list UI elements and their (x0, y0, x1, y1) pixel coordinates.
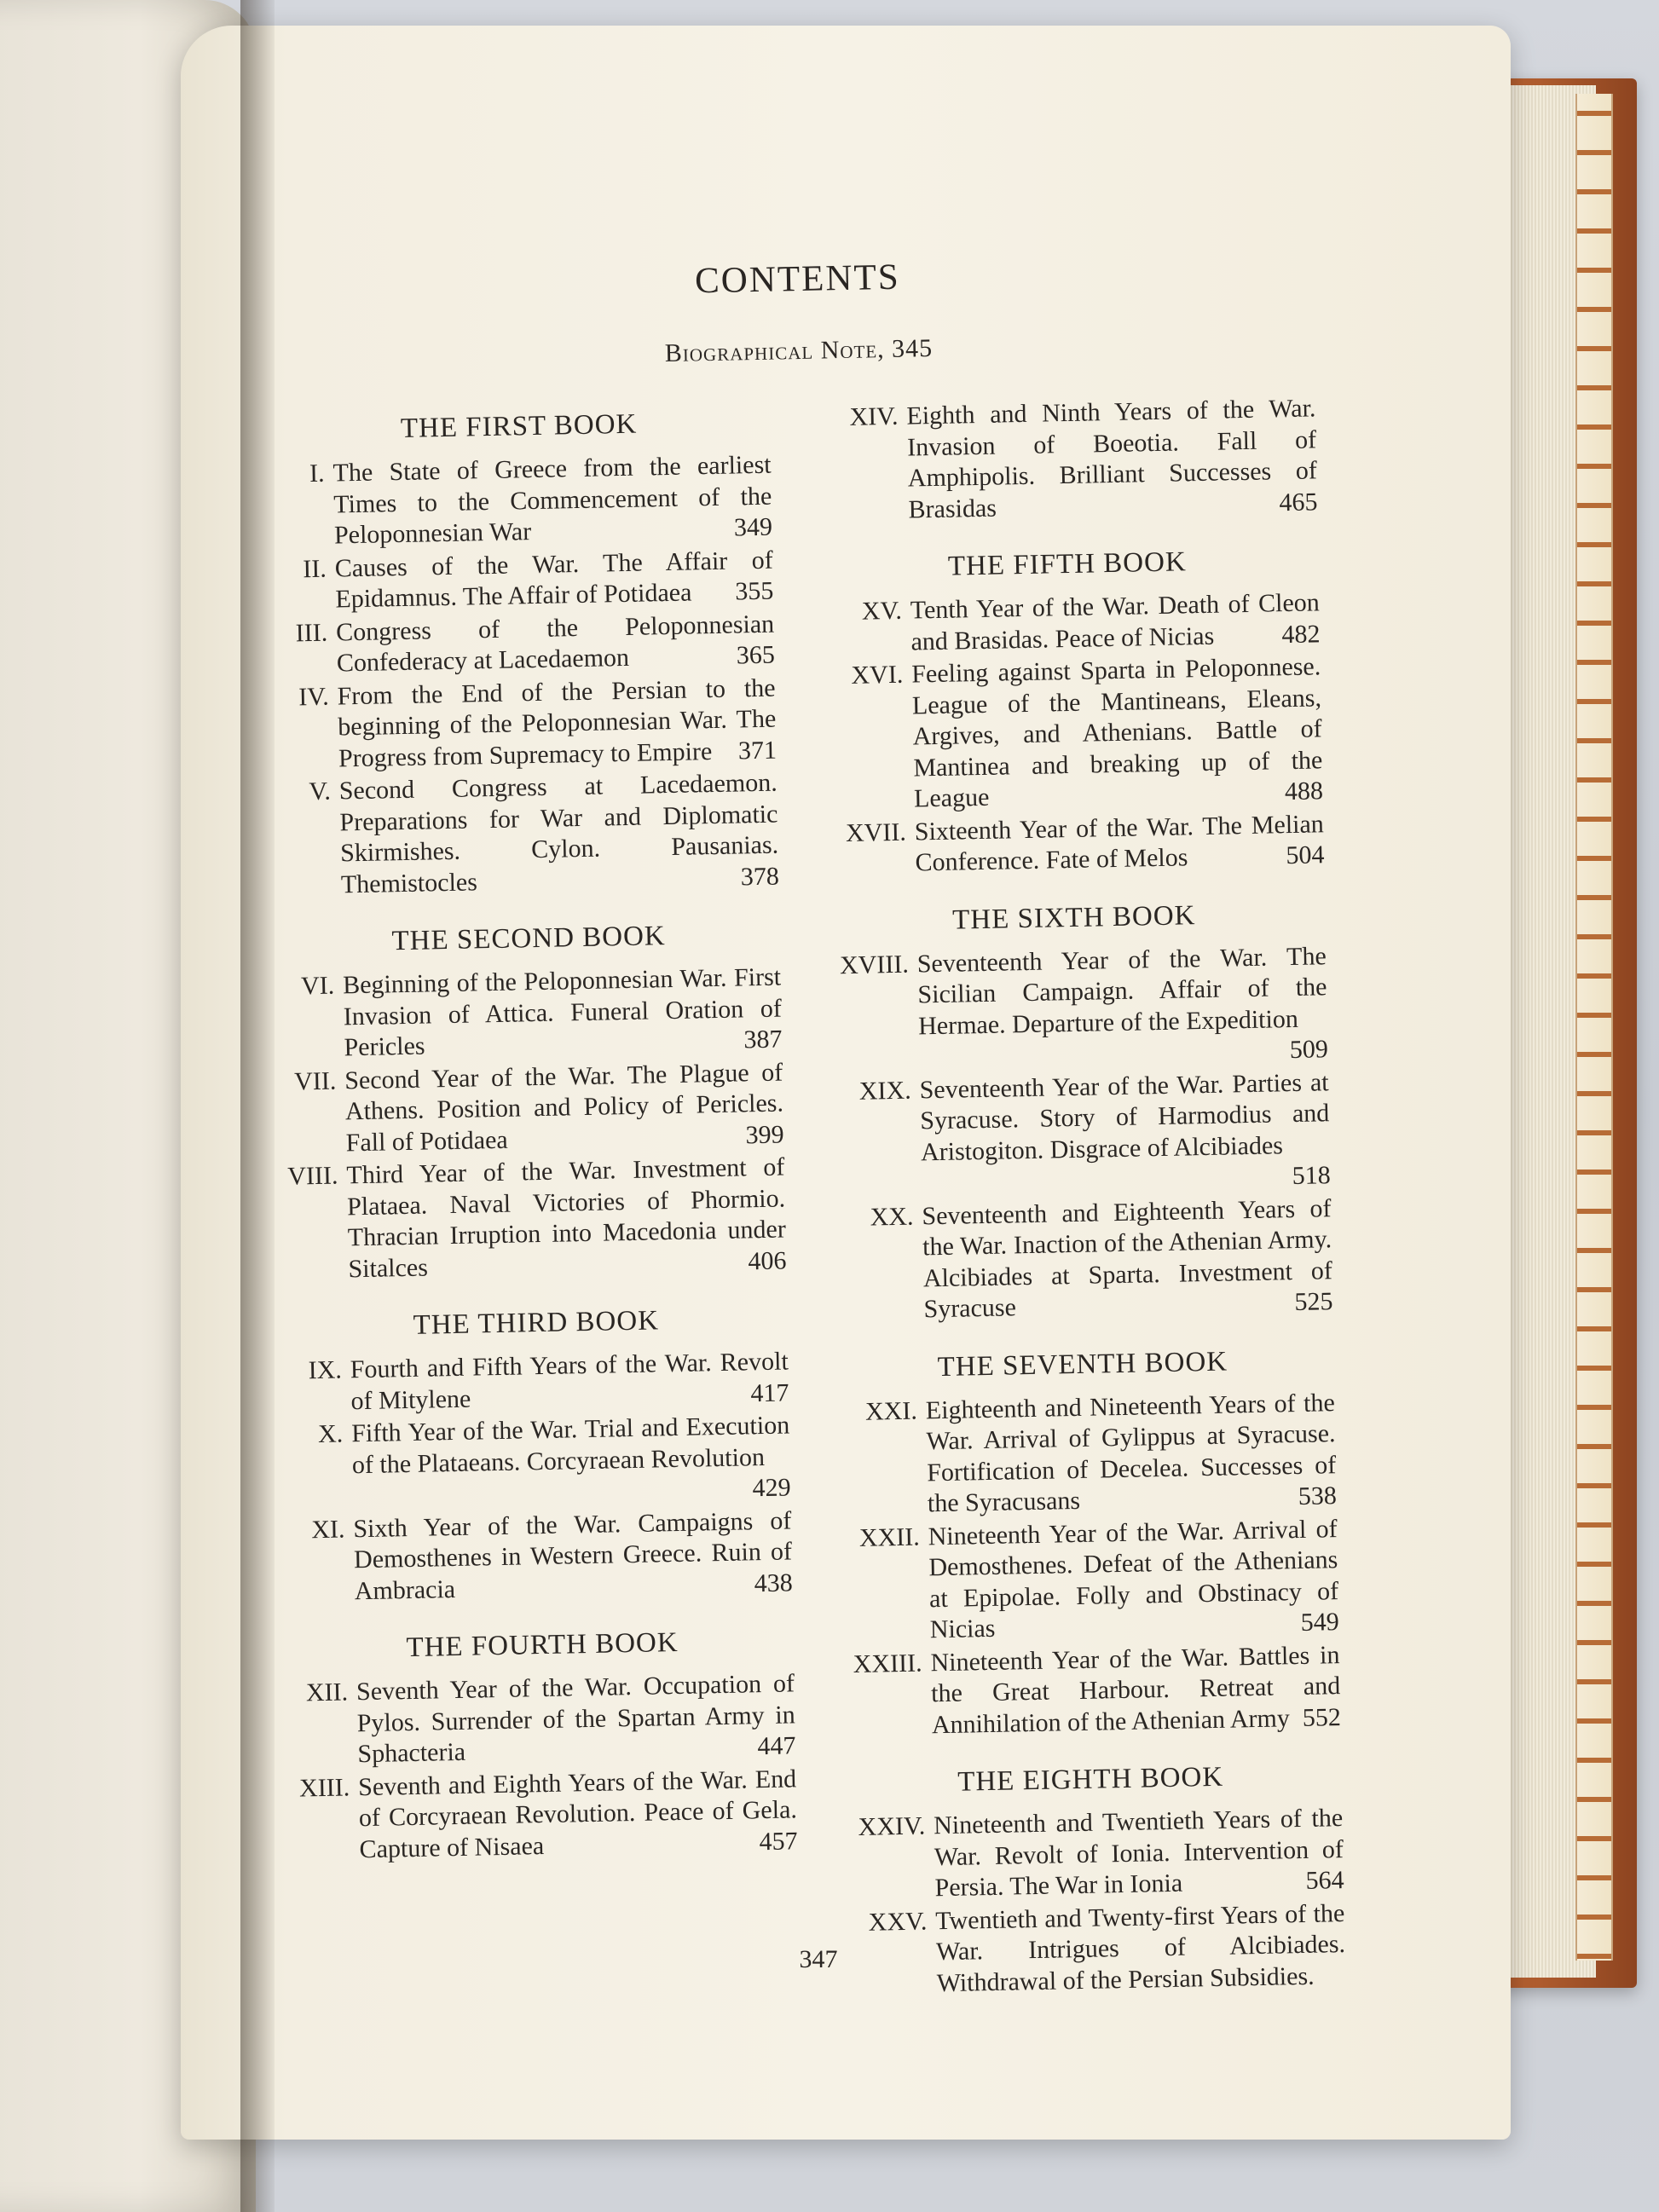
book-section (277, 916, 787, 1286)
book-heading: THE SEVENTH BOOK (937, 1346, 1228, 1383)
chapter-entry (278, 962, 783, 1066)
chapter-entry (271, 609, 775, 680)
chapter-number: V. (309, 777, 332, 806)
chapter-page: 406 (748, 1245, 787, 1275)
chapter-entry (272, 673, 777, 776)
chapter-page: 525 (1294, 1287, 1333, 1317)
chapter-page: 387 (743, 1025, 783, 1054)
chapter-title-text: From the End of the Persian to the beginning of the Peloponnesian War. The Progress from Supremacy to Empire (337, 673, 777, 772)
chapter-title (910, 587, 1321, 657)
chapter-entry (274, 768, 779, 902)
chapter-page: 482 (1281, 619, 1321, 649)
chapter-title (332, 450, 772, 552)
chapter-title (338, 768, 779, 901)
chapter-entry (825, 1067, 1331, 1201)
chapter-entry (286, 1410, 791, 1513)
chapter-entry (293, 1764, 798, 1867)
chapter-number: XXIV. (858, 1811, 926, 1841)
chapter-title-text: The State of Greece from the earliest Times to the Commencement of the Peloponnesian War (332, 450, 772, 550)
chapter-number: XV. (861, 596, 903, 626)
chapter-entry (818, 651, 1323, 817)
chapter-title-text: Feeling against Sparta in Peloponnese. League of the Mantineans, Eleans, Argives, and Athenians. Battle of Mantinea and breaking up of the League (910, 652, 1323, 813)
chapter-title (344, 1057, 784, 1158)
chapter-number: XVIII. (839, 950, 910, 979)
chapter-title-text: Eighth and Ninth Years of the War. Invasion of Boeotia. Fall of Amphipolis. Brilliant Successes of Brasidas (906, 394, 1318, 524)
chapter-title (350, 1346, 789, 1417)
contents-page (264, 247, 1405, 1997)
chapter-title (926, 1388, 1338, 1520)
chapter-entry (288, 1505, 793, 1608)
chapter-title (906, 393, 1318, 525)
chapter-entry (821, 809, 1325, 881)
chapter-number: XII. (305, 1678, 349, 1707)
headband (1575, 94, 1613, 1961)
book-heading: THE SECOND BOOK (391, 921, 667, 957)
chapter-number: I. (309, 459, 325, 488)
chapter-title-text: Causes of the War. The Affair of Epidamnus. The Affair of Potidaea (334, 546, 773, 614)
chapter-page: 447 (757, 1731, 796, 1761)
book-heading: THE FOURTH BOOK (406, 1626, 679, 1664)
chapter-number: XVI. (851, 660, 904, 690)
chapter-page: 371 (737, 736, 777, 765)
chapter-entry (269, 545, 773, 616)
chapter-title (934, 1803, 1344, 1904)
page-number: 347 (799, 1945, 838, 1973)
chapter-title-text: Nineteenth and Twentieth Years of the War. Revolt of Ionia. Intervention of Persia. The War in Ionia (933, 1804, 1344, 1903)
chapter-title-text: Seventh and Eighth Years of the War. End of Corcyraean Revolution. Peace of Gela. Capture of Nisaea (357, 1764, 798, 1863)
chapter-title (930, 1640, 1341, 1741)
chapter-title (911, 651, 1323, 815)
chapter-title (356, 1668, 796, 1770)
book-section (831, 1342, 1342, 1743)
chapter-page: 457 (759, 1826, 798, 1856)
chapter-number: VII. (293, 1066, 337, 1095)
chapter-entry (832, 1388, 1338, 1522)
chapter-title (343, 962, 783, 1064)
chapter-page: 518 (1292, 1161, 1331, 1191)
chapter-entry (836, 1640, 1341, 1743)
chapter-page: 429 (752, 1473, 791, 1503)
chapter-number: VI. (300, 971, 335, 1001)
chapter-entry (281, 1152, 787, 1285)
chapter-title-text: Fifth Year of the War. Trial and Execution of the Plataeans. Corcyraean Revolution (350, 1411, 790, 1479)
book-section (284, 1300, 793, 1608)
chapter-title-text: Congress of the Peloponnesian Confederacy at Lacedaemon (335, 609, 775, 678)
chapter-entry (268, 450, 772, 553)
chapter-entry (823, 941, 1328, 1075)
book-section (291, 1622, 798, 1866)
book-section (812, 393, 1318, 527)
chapter-title-text: Beginning of the Peloponnesian War. First Invasion of Attica. Funeral Oration of Pericles (342, 962, 783, 1062)
chapter-page: 488 (1284, 777, 1324, 806)
chapter-title (928, 1514, 1339, 1646)
book-section (839, 1757, 1346, 2001)
chapter-title (336, 609, 775, 679)
book-section (267, 404, 779, 902)
book-heading: THE FIFTH BOOK (947, 546, 1188, 582)
chapter-number: II. (302, 554, 327, 583)
chapter-number: IV. (298, 682, 329, 711)
chapter-title-text: Seventh Year of the War. Occupation of Pylos. Surrender of the Spartan Army in Sphacteria (356, 1669, 795, 1769)
chapter-page: 504 (1286, 840, 1325, 870)
chapter-title-text: Nineteenth Year of the War. Arrival of Demosthenes. Defeat of the Athenians at Epipolae. Folly and Obstinacy of Nicias (928, 1514, 1339, 1644)
left-column (267, 404, 798, 1891)
chapter-title-text: Seventeenth Year of the War. The Sicilian Campaign. Affair of the Hermae. Departure of the Expedition (916, 941, 1327, 1040)
book-heading: THE SIXTH BOOK (951, 899, 1196, 936)
chapter-title-text: Third Year of the War. Investment of Plataea. Naval Victories of Phormio. Thracian Irruption into Macedonia under Sitalces (346, 1152, 787, 1283)
chapter-title-text: Sixth Year of the War. Campaigns of Demosthenes in Western Greece. Ruin of Ambracia (353, 1505, 793, 1605)
chapter-title-text: Fourth and Fifth Years of the War. Revolt of Mitylene (350, 1347, 789, 1415)
chapter-page: 538 (1298, 1481, 1338, 1510)
book-heading: THE EIGHTH BOOK (957, 1761, 1224, 1798)
chapter-number: XX. (870, 1202, 914, 1232)
chapter-number: XXV. (868, 1906, 928, 1937)
chapter-number: X. (317, 1419, 344, 1449)
chapter-title (351, 1410, 791, 1511)
chapter-entry (812, 393, 1318, 527)
chapter-page: 549 (1300, 1608, 1340, 1637)
book-section (815, 541, 1324, 881)
chapter-number: XI. (310, 1514, 345, 1544)
chapter-page: 349 (733, 512, 773, 542)
chapter-page: 552 (1302, 1702, 1342, 1732)
chapter-title-text: Second Congress at Lacedaemon. Preparations for War and Diplomatic Skirmishes. Cylon. Pausanias. Themistocles (338, 768, 779, 898)
chapter-page: 365 (736, 640, 776, 670)
chapter-number: XVII. (845, 817, 907, 847)
chapter-title (935, 1898, 1346, 2000)
chapter-entry (841, 1898, 1346, 2001)
chapter-page: 438 (754, 1568, 794, 1597)
chapter-number: XXI. (864, 1396, 918, 1426)
chapter-title-text: Tenth Year of the War. Death of Cleon and Brasidas. Peace of Nicias (910, 588, 1321, 656)
chapter-title-text: Nineteenth Year of the War. Battles in the Great Harbour. Retreat and Annihilation of the Athenian Army (930, 1640, 1341, 1739)
chapter-title (914, 809, 1324, 879)
book-heading: THE FIRST BOOK (400, 408, 638, 444)
chapter-page: 378 (740, 862, 780, 891)
chapter-title-text: Sixteenth Year of the War. The Melian Conference. Fate of Melos (914, 809, 1325, 877)
chapter-page: 509 (1289, 1035, 1329, 1065)
chapter-entry (840, 1803, 1344, 1906)
chapter-title-text: Seventeenth Year of the War. Parties at Syracuse. Story of Harmodius and Aristogiton. Disgrace of Alcibiades (919, 1067, 1330, 1166)
chapter-title (353, 1505, 793, 1607)
page-title: CONTENTS (694, 257, 901, 302)
book-section (822, 895, 1332, 1327)
chapter-title (337, 673, 777, 774)
right-column (812, 393, 1346, 2024)
chapter-number: VIII. (286, 1161, 338, 1191)
chapter-page: 399 (745, 1119, 784, 1149)
chapter-title (358, 1764, 798, 1865)
chapter-entry (285, 1346, 789, 1418)
chapter-number: IX. (308, 1355, 343, 1385)
chapter-title (922, 1193, 1333, 1325)
chapter-title-text: Eighteenth and Nineteenth Years of the War. Arrival of Gylippus at Syracuse. Fortification of Decelea. Successes of the Syracusans (925, 1388, 1337, 1518)
chapter-entry (292, 1668, 796, 1771)
chapter-number: XXII. (858, 1522, 921, 1552)
chapter-title-text: Seventeenth and Eighteenth Years of the War. Inaction of the Athenian Army. Alcibiades at Sparta. Investment of Syracuse (922, 1193, 1333, 1324)
chapter-title (919, 1067, 1331, 1199)
chapter-number: XXIII. (853, 1648, 922, 1678)
chapter-entry (834, 1514, 1339, 1648)
chapter-title-text: Twentieth and Twenty-first Years of the War. Intrigues of Alcibiades. Withdrawal of the Persian Subsidies. (935, 1898, 1346, 1997)
chapter-title (334, 545, 773, 615)
chapter-title-text: Second Year of the War. The Plague of Athens. Position and Policy of Pericles. Fall of Potidaea (344, 1058, 784, 1157)
chapter-entry (817, 587, 1321, 659)
chapter-title (346, 1152, 787, 1285)
chapter-number: XIX. (858, 1076, 911, 1106)
biographical-note: Biographical Note, 345 (664, 333, 934, 367)
book-heading: THE THIRD BOOK (413, 1305, 660, 1341)
chapter-page: 564 (1305, 1866, 1344, 1895)
chapter-number: III. (295, 618, 328, 647)
chapter-title (916, 941, 1328, 1073)
chapter-number: XIII. (298, 1772, 350, 1803)
chapter-page: 465 (1279, 487, 1318, 517)
chapter-page: 355 (735, 576, 774, 606)
chapter-entry (280, 1057, 784, 1160)
chapter-entry (828, 1193, 1333, 1327)
chapter-page: 417 (750, 1377, 789, 1407)
chapter-number: XIV. (849, 401, 899, 431)
